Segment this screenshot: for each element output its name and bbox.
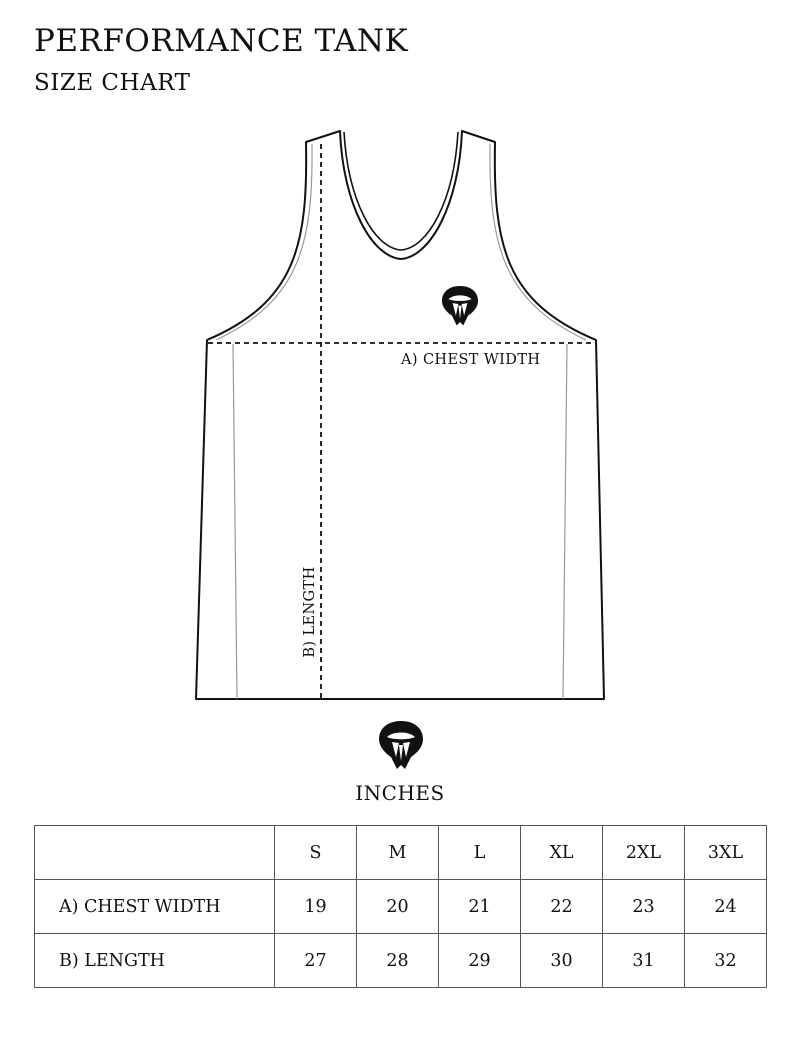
- table-cell: 21: [439, 880, 521, 934]
- table-cell: 31: [603, 934, 685, 988]
- size-header: XL: [521, 826, 603, 880]
- table-cell: 29: [439, 934, 521, 988]
- table-cell: 27: [275, 934, 357, 988]
- table-cell: 19: [275, 880, 357, 934]
- chest-width-label: A) CHEST WIDTH: [401, 352, 541, 368]
- tank-outline: [196, 131, 604, 699]
- size-header: 2XL: [603, 826, 685, 880]
- table-cell: 23: [603, 880, 685, 934]
- table-row: [35, 880, 767, 934]
- size-header: S: [275, 826, 357, 880]
- table-cell: 22: [521, 880, 603, 934]
- table-cell: 30: [521, 934, 603, 988]
- size-table: [34, 825, 767, 988]
- units-label: INCHES: [355, 781, 445, 805]
- table-header-row: [35, 826, 767, 880]
- table-cell: 32: [685, 934, 767, 988]
- size-header: 3XL: [685, 826, 767, 880]
- table-cell: 24: [685, 880, 767, 934]
- table-cell: 20: [357, 880, 439, 934]
- snake-logo-icon: [378, 718, 424, 772]
- size-header: L: [439, 826, 521, 880]
- table-corner-cell: [35, 826, 275, 880]
- table-row: [35, 934, 767, 988]
- length-label: B) LENGTH: [301, 566, 318, 658]
- page-subtitle: SIZE CHART: [34, 70, 191, 96]
- row-label: B) LENGTH: [35, 934, 275, 988]
- page-title: PERFORMANCE TANK: [34, 23, 409, 59]
- row-label: A) CHEST WIDTH: [35, 880, 275, 934]
- table-cell: 28: [357, 934, 439, 988]
- size-header: M: [357, 826, 439, 880]
